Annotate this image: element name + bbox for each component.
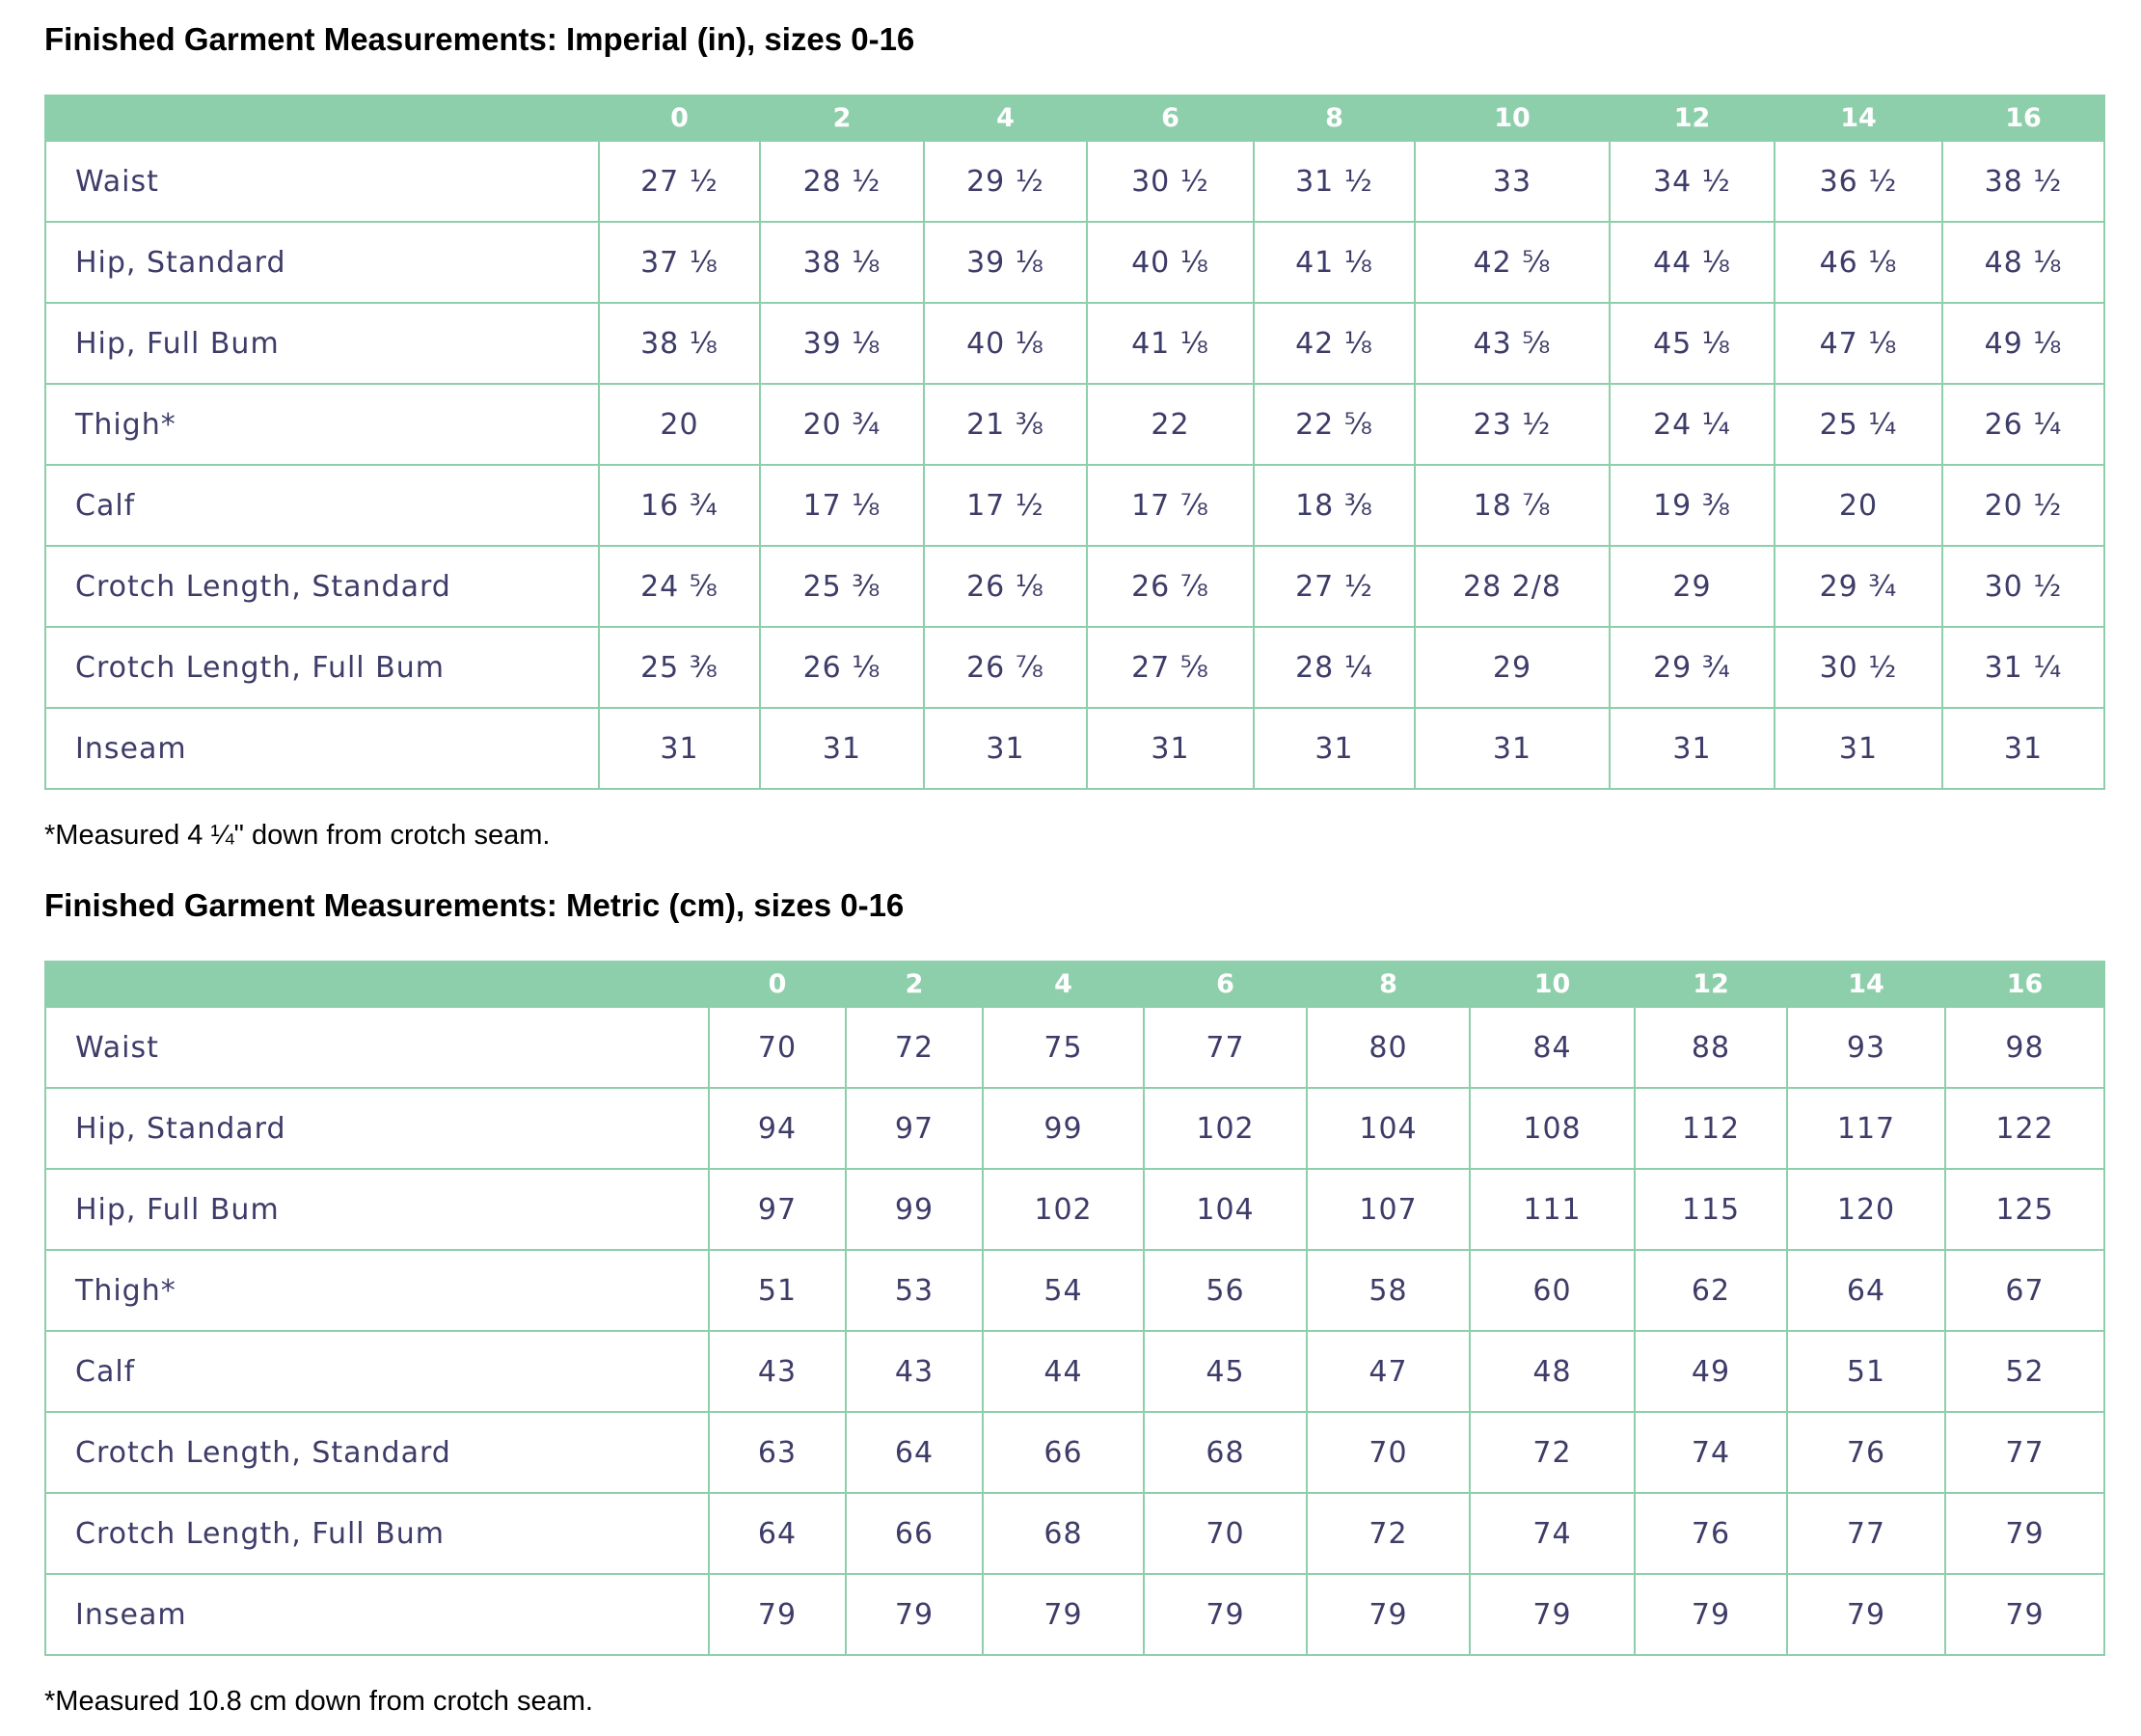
imperial-table-row [45,303,2104,384]
imperial-table-row [45,627,2104,708]
metric-row-label: Waist [45,1007,709,1088]
imperial-measurement-cell: 20 [1775,465,1942,546]
metric-measurement-cell: 64 [709,1493,846,1574]
metric-table-row [45,1007,2104,1088]
imperial-measurement-cell: 37 ⅛ [599,222,760,303]
metric-size-header: 8 [1307,962,1470,1007]
imperial-measurement-cell: 29 ¾ [1610,627,1775,708]
imperial-measurement-cell: 17 ⅛ [760,465,924,546]
imperial-measurement-cell: 43 ⅝ [1415,303,1610,384]
imperial-size-header: 8 [1254,95,1415,141]
metric-measurement-cell: 104 [1144,1169,1307,1250]
imperial-measurement-cell: 31 [924,708,1087,789]
imperial-measurement-cell: 24 ⅝ [599,546,760,627]
imperial-row-label: Waist [45,141,599,222]
imperial-measurement-cell: 29 [1610,546,1775,627]
imperial-table-row [45,222,2104,303]
imperial-measurement-cell: 22 [1087,384,1254,465]
metric-measurement-cell: 49 [1635,1331,1787,1412]
metric-measurement-cell: 77 [1945,1412,2104,1493]
imperial-measurement-cell: 36 ½ [1775,141,1942,222]
metric-table-row [45,1412,2104,1493]
imperial-measurement-cell: 31 [1254,708,1415,789]
imperial-measurement-cell: 29 [1415,627,1610,708]
imperial-measurement-cell: 31 [1087,708,1254,789]
imperial-measurement-cell: 25 ⅜ [760,546,924,627]
metric-table-title: Finished Garment Measurements: Metric (cm), sizes 0-16 [44,887,905,923]
imperial-table-body [45,141,2104,789]
metric-measurement-cell: 52 [1945,1331,2104,1412]
metric-measurement-cell: 51 [709,1250,846,1331]
imperial-footnote: *Measured 4 ¼" down from crotch seam. [44,820,551,851]
metric-size-header: 6 [1144,962,1307,1007]
imperial-measurement-cell: 25 ¼ [1775,384,1942,465]
metric-measurement-cell: 99 [983,1088,1144,1169]
metric-measurement-cell: 79 [1787,1574,1945,1655]
imperial-measurement-cell: 28 ½ [760,141,924,222]
metric-measurement-cell: 97 [846,1088,983,1169]
imperial-size-header: 2 [760,95,924,141]
imperial-measurement-cell: 20 ½ [1942,465,2104,546]
imperial-measurement-cell: 30 ½ [1942,546,2104,627]
metric-measurement-cell: 45 [1144,1331,1307,1412]
metric-measurement-cell: 68 [1144,1412,1307,1493]
imperial-measurement-cell: 31 [1610,708,1775,789]
metric-measurement-cell: 97 [709,1169,846,1250]
metric-measurement-cell: 125 [1945,1169,2104,1250]
imperial-measurement-cell: 48 ⅛ [1942,222,2104,303]
metric-measurement-cell: 79 [1470,1574,1635,1655]
imperial-measurement-cell: 41 ⅛ [1254,222,1415,303]
imperial-measurement-cell: 49 ⅛ [1942,303,2104,384]
imperial-measurement-cell: 38 ½ [1942,141,2104,222]
metric-table-row [45,1088,2104,1169]
imperial-measurement-cell: 17 ½ [924,465,1087,546]
imperial-row-label: Crotch Length, Standard [45,546,599,627]
metric-table-row [45,1331,2104,1412]
imperial-measurement-cell: 31 [1775,708,1942,789]
imperial-table-row [45,546,2104,627]
metric-measurement-cell: 43 [709,1331,846,1412]
imperial-measurement-cell: 26 ⅞ [924,627,1087,708]
metric-table-row [45,1493,2104,1574]
metric-table-body [45,1007,2104,1655]
metric-measurement-cell: 111 [1470,1169,1635,1250]
imperial-measurement-cell: 31 ¼ [1942,627,2104,708]
imperial-header-blank [45,95,599,141]
imperial-measurement-cell: 33 [1415,141,1610,222]
imperial-measurement-cell: 38 ⅛ [599,303,760,384]
imperial-measurement-cell: 39 ⅛ [924,222,1087,303]
imperial-measurement-cell: 22 ⅝ [1254,384,1415,465]
imperial-measurement-cell: 25 ⅜ [599,627,760,708]
imperial-measurement-cell: 17 ⅞ [1087,465,1254,546]
metric-measurement-cell: 62 [1635,1250,1787,1331]
metric-measurement-cell: 117 [1787,1088,1945,1169]
imperial-measurement-cell: 27 ⅝ [1087,627,1254,708]
metric-measurement-cell: 88 [1635,1007,1787,1088]
imperial-size-header: 0 [599,95,760,141]
imperial-measurement-cell: 31 [1942,708,2104,789]
metric-measurement-cell: 70 [1307,1412,1470,1493]
metric-header-row [45,962,2104,1007]
imperial-table-row [45,708,2104,789]
metric-row-label: Thigh* [45,1250,709,1331]
metric-measurement-cell: 98 [1945,1007,2104,1088]
metric-measurement-cell: 77 [1787,1493,1945,1574]
imperial-measurement-cell: 44 ⅛ [1610,222,1775,303]
metric-measurement-cell: 67 [1945,1250,2104,1331]
imperial-measurement-cell: 42 ⅛ [1254,303,1415,384]
metric-footnote: *Measured 10.8 cm down from crotch seam. [44,1686,593,1717]
metric-table-row [45,1250,2104,1331]
metric-measurement-cell: 66 [983,1412,1144,1493]
imperial-measurement-cell: 42 ⅝ [1415,222,1610,303]
metric-measurement-cell: 115 [1635,1169,1787,1250]
metric-measurement-cell: 79 [846,1574,983,1655]
imperial-measurement-cell: 19 ⅜ [1610,465,1775,546]
imperial-measurement-cell: 27 ½ [599,141,760,222]
imperial-measurement-cell: 21 ⅜ [924,384,1087,465]
metric-row-label: Crotch Length, Standard [45,1412,709,1493]
imperial-measurement-cell: 29 ½ [924,141,1087,222]
metric-measurement-cell: 56 [1144,1250,1307,1331]
imperial-measurement-cell: 46 ⅛ [1775,222,1942,303]
imperial-measurement-cell: 26 ⅞ [1087,546,1254,627]
metric-row-label: Crotch Length, Full Bum [45,1493,709,1574]
imperial-table-row [45,384,2104,465]
metric-header-blank [45,962,709,1007]
imperial-row-label: Crotch Length, Full Bum [45,627,599,708]
imperial-measurement-cell: 20 [599,384,760,465]
imperial-table-row [45,465,2104,546]
metric-measurement-cell: 79 [709,1574,846,1655]
imperial-measurement-cell: 27 ½ [1254,546,1415,627]
metric-measurement-cell: 74 [1635,1412,1787,1493]
metric-row-label: Inseam [45,1574,709,1655]
metric-row-label: Calf [45,1331,709,1412]
metric-size-header: 16 [1945,962,2104,1007]
imperial-measurement-cell: 30 ½ [1775,627,1942,708]
metric-measurement-cell: 68 [983,1493,1144,1574]
imperial-table-row [45,141,2104,222]
metric-measurement-cell: 64 [1787,1250,1945,1331]
metric-measurement-cell: 48 [1470,1331,1635,1412]
imperial-measurement-cell: 24 ¼ [1610,384,1775,465]
metric-measurement-cell: 70 [709,1007,846,1088]
imperial-measurement-cell: 23 ½ [1415,384,1610,465]
metric-measurement-cell: 70 [1144,1493,1307,1574]
metric-measurement-cell: 53 [846,1250,983,1331]
metric-measurement-cell: 72 [846,1007,983,1088]
imperial-measurement-cell: 26 ⅛ [924,546,1087,627]
metric-row-label: Hip, Full Bum [45,1169,709,1250]
imperial-size-header: 6 [1087,95,1254,141]
metric-measurement-cell: 107 [1307,1169,1470,1250]
metric-measurement-cell: 99 [846,1169,983,1250]
imperial-size-header: 4 [924,95,1087,141]
imperial-measurement-cell: 34 ½ [1610,141,1775,222]
imperial-measurement-cell: 31 [599,708,760,789]
imperial-measurement-cell: 31 [760,708,924,789]
metric-measurement-cell: 72 [1470,1412,1635,1493]
imperial-size-header: 14 [1775,95,1942,141]
metric-measurement-cell: 79 [1307,1574,1470,1655]
metric-measurement-cell: 112 [1635,1088,1787,1169]
metric-measurement-cell: 104 [1307,1088,1470,1169]
metric-measurement-cell: 63 [709,1412,846,1493]
imperial-table-title: Finished Garment Measurements: Imperial (in), sizes 0-16 [44,21,915,57]
imperial-measurement-cell: 18 ⅞ [1415,465,1610,546]
imperial-row-label: Hip, Standard [45,222,599,303]
metric-measurement-cell: 77 [1144,1007,1307,1088]
imperial-measurement-cell: 38 ⅛ [760,222,924,303]
imperial-measurement-cell: 41 ⅛ [1087,303,1254,384]
imperial-measurement-cell: 47 ⅛ [1775,303,1942,384]
metric-table-row [45,1169,2104,1250]
imperial-row-label: Inseam [45,708,599,789]
metric-size-header: 10 [1470,962,1635,1007]
metric-measurement-cell: 94 [709,1088,846,1169]
metric-size-header: 0 [709,962,846,1007]
metric-measurement-cell: 47 [1307,1331,1470,1412]
imperial-measurement-cell: 31 ½ [1254,141,1415,222]
imperial-size-header: 16 [1942,95,2104,141]
imperial-measurement-cell: 31 [1415,708,1610,789]
metric-measurement-cell: 79 [1945,1493,2104,1574]
metric-measurement-cell: 75 [983,1007,1144,1088]
metric-measurement-cell: 54 [983,1250,1144,1331]
metric-measurement-cell: 108 [1470,1088,1635,1169]
imperial-measurement-cell: 16 ¾ [599,465,760,546]
imperial-measurement-cell: 29 ¾ [1775,546,1942,627]
imperial-measurement-table [44,95,2105,790]
imperial-measurement-cell: 40 ⅛ [1087,222,1254,303]
metric-measurement-cell: 66 [846,1493,983,1574]
metric-measurement-cell: 120 [1787,1169,1945,1250]
imperial-measurement-cell: 26 ⅛ [760,627,924,708]
imperial-measurement-cell: 28 2/8 [1415,546,1610,627]
metric-measurement-cell: 84 [1470,1007,1635,1088]
imperial-row-label: Calf [45,465,599,546]
imperial-measurement-cell: 45 ⅛ [1610,303,1775,384]
metric-row-label: Hip, Standard [45,1088,709,1169]
metric-measurement-cell: 58 [1307,1250,1470,1331]
imperial-measurement-cell: 20 ¾ [760,384,924,465]
metric-measurement-table [44,961,2105,1656]
metric-measurement-cell: 51 [1787,1331,1945,1412]
metric-measurement-cell: 102 [983,1169,1144,1250]
metric-measurement-cell: 76 [1635,1493,1787,1574]
metric-measurement-cell: 122 [1945,1088,2104,1169]
metric-measurement-cell: 102 [1144,1088,1307,1169]
metric-table-row [45,1574,2104,1655]
metric-measurement-cell: 64 [846,1412,983,1493]
metric-size-header: 14 [1787,962,1945,1007]
metric-measurement-cell: 79 [1945,1574,2104,1655]
metric-measurement-cell: 60 [1470,1250,1635,1331]
imperial-row-label: Thigh* [45,384,599,465]
metric-size-header: 12 [1635,962,1787,1007]
metric-measurement-cell: 74 [1470,1493,1635,1574]
metric-measurement-cell: 79 [1144,1574,1307,1655]
imperial-measurement-cell: 40 ⅛ [924,303,1087,384]
metric-size-header: 4 [983,962,1144,1007]
imperial-row-label: Hip, Full Bum [45,303,599,384]
metric-measurement-cell: 79 [1635,1574,1787,1655]
imperial-measurement-cell: 18 ⅜ [1254,465,1415,546]
metric-measurement-cell: 93 [1787,1007,1945,1088]
metric-measurement-cell: 43 [846,1331,983,1412]
imperial-measurement-cell: 26 ¼ [1942,384,2104,465]
imperial-size-header: 10 [1415,95,1610,141]
imperial-size-header: 12 [1610,95,1775,141]
imperial-measurement-cell: 39 ⅛ [760,303,924,384]
imperial-header-row [45,95,2104,141]
imperial-measurement-cell: 30 ½ [1087,141,1254,222]
metric-measurement-cell: 72 [1307,1493,1470,1574]
metric-measurement-cell: 80 [1307,1007,1470,1088]
metric-measurement-cell: 44 [983,1331,1144,1412]
metric-size-header: 2 [846,962,983,1007]
imperial-measurement-cell: 28 ¼ [1254,627,1415,708]
metric-measurement-cell: 79 [983,1574,1144,1655]
metric-measurement-cell: 76 [1787,1412,1945,1493]
